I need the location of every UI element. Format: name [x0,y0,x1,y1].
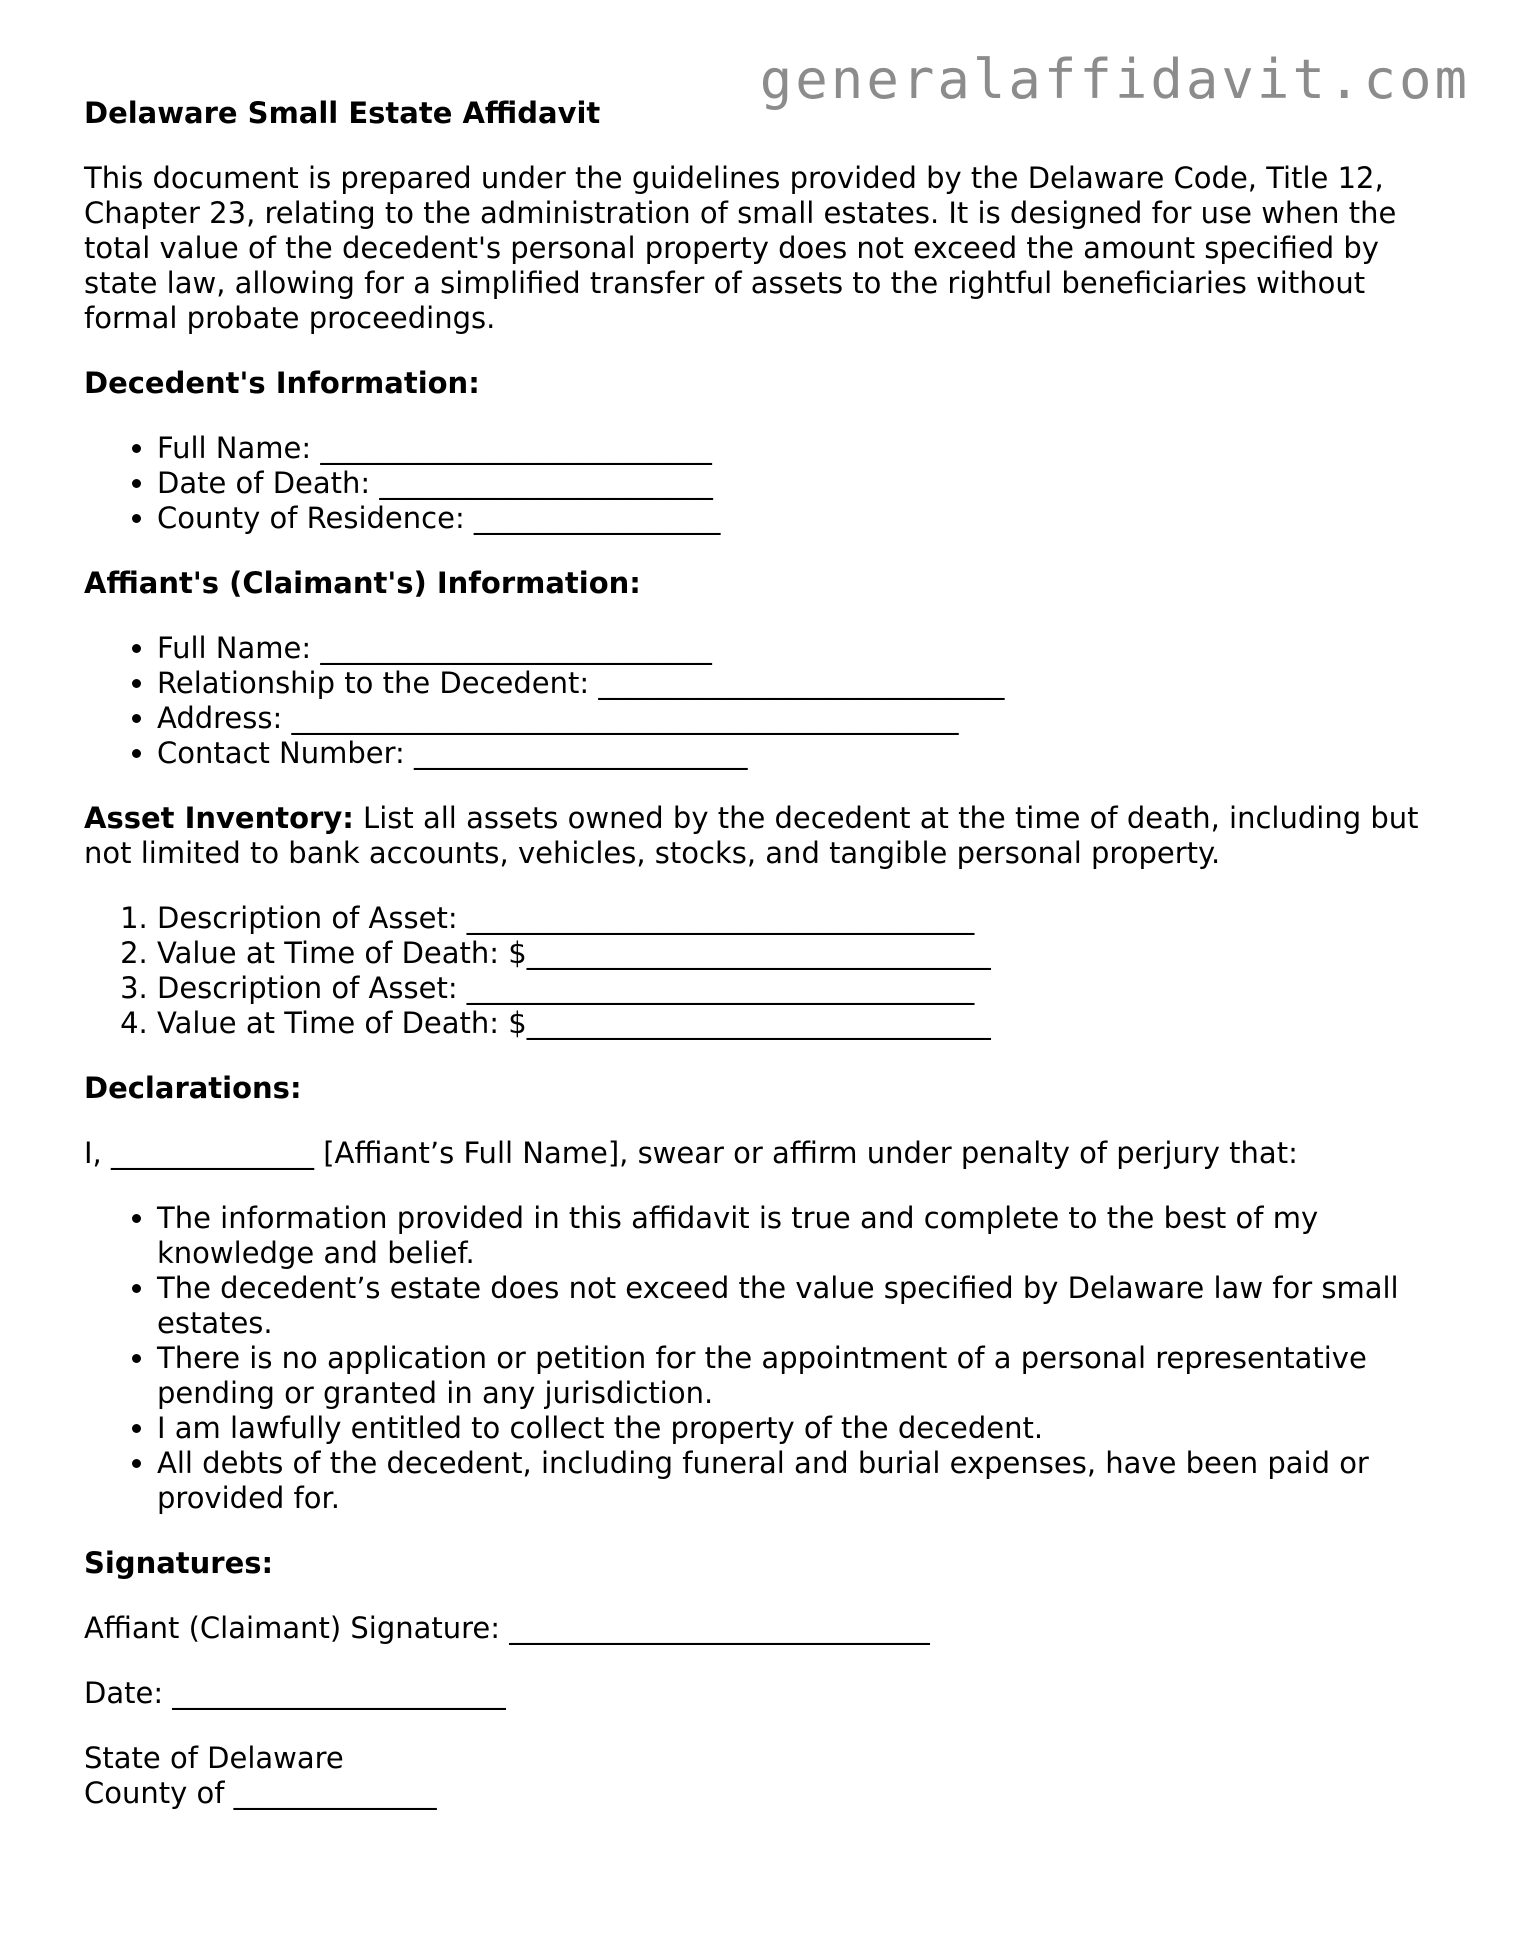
asset-inventory-paragraph [84,801,1434,871]
decedent-info-heading: Decedent's Information: [84,366,480,400]
decedent-date-of-death-field[interactable]: • Date of Death: _______________________ [157,466,1434,501]
decedent-full-name-field[interactable]: • Full Name: ___________________________ [157,431,1434,466]
decedent-county-field[interactable]: • County of Residence: _________________ [157,501,1434,536]
asset-inventory-list [84,901,1434,1041]
declaration-item: • All debts of the decedent, including funeral and burial expenses, have been paid or provided for. [157,1446,1434,1516]
signature-date-field[interactable]: Date: _______________________ [84,1676,506,1710]
asset-description-field-2[interactable]: 3. Description of Asset: ___________________________________ [157,971,1434,1006]
affiant-contact-number-field[interactable]: • Contact Number: _______________________ [157,736,1434,771]
signatures-heading: Signatures: [84,1546,274,1580]
declarations-heading: Declarations: [84,1071,302,1105]
affiant-info-list [84,631,1434,771]
site-watermark: generalaffidavit.com [759,48,1470,111]
declaration-item: • The decedent’s estate does not exceed the value specified by Delaware law for small estates. [157,1271,1434,1341]
asset-value-field-1[interactable]: 2. Value at Time of Death: $________________________________ [157,936,1434,971]
declarations-statement[interactable]: I, ______________ [Affiant’s Full Name], swear or affirm under penalty of perjury that: [84,1136,1298,1170]
affiant-info-heading: Affiant's (Claimant's) Information: [84,566,641,600]
affidavit-document [84,96,1434,1811]
asset-inventory-heading: Asset Inventory: [84,801,354,835]
declaration-item: • The information provided in this affidavit is true and complete to the best of my knowledge and belief. [157,1201,1434,1271]
document-title: Delaware Small Estate Affidavit [84,96,601,130]
affiant-address-field[interactable]: • Address: ______________________________________________ [157,701,1434,736]
asset-description-field-1[interactable]: 1. Description of Asset: ___________________________________ [157,901,1434,936]
declaration-item: • I am lawfully entitled to collect the property of the decedent. [157,1411,1434,1446]
declaration-item: • There is no application or petition for the appointment of a personal representative pending or granted in any jurisdiction. [157,1341,1434,1411]
declarations-list [84,1201,1434,1516]
notary-state-line: State of Delaware [84,1741,344,1775]
intro-paragraph: This document is prepared under the guidelines provided by the Delaware Code, Title 12, Chapter 23, relating to the administration of small estates. It is designed for use when the total value of the decedent's personal property does not exceed the amount specified by state law, allowing for a simplified transfer of assets to the rightful beneficiaries without formal probate proceedings. [84,161,1397,335]
affiant-relationship-field[interactable]: • Relationship to the Decedent: ____________________________ [157,666,1434,701]
affiant-signature-field[interactable]: Affiant (Claimant) Signature: _____________________________ [84,1611,930,1645]
asset-inventory-text: List all assets owned by the decedent at the time of death, including but not limited to bank accounts, vehicles, stocks, and tangible personal property. [84,801,1419,870]
asset-value-field-2[interactable]: 4. Value at Time of Death: $________________________________ [157,1006,1434,1041]
decedent-info-list [84,431,1434,536]
notary-county-field[interactable]: County of ______________ [84,1776,437,1810]
affiant-full-name-field[interactable]: • Full Name: ___________________________ [157,631,1434,666]
